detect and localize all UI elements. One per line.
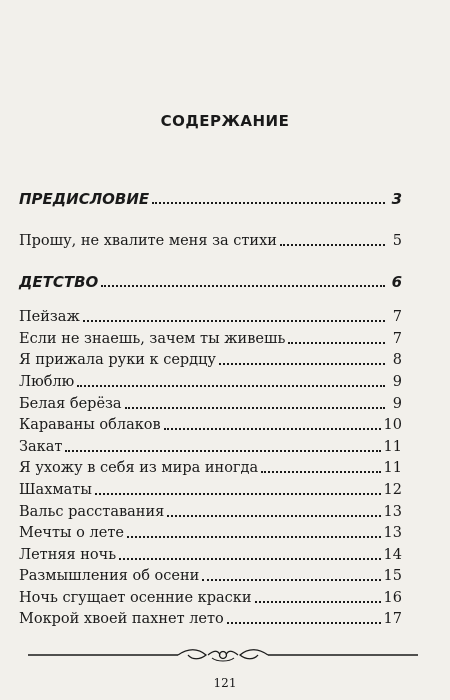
toc-entry-page: 7 (392, 331, 402, 347)
toc-entry (19, 606, 402, 628)
dot-leader (77, 384, 385, 387)
dot-leader (227, 621, 381, 624)
dot-leader (83, 319, 385, 322)
toc-entry (19, 477, 402, 499)
toc-entry (19, 412, 402, 434)
dot-leader (288, 341, 385, 344)
toc-entry-title: Пейзаж (19, 309, 80, 325)
toc-entry (19, 369, 402, 391)
toc-section-entry (19, 186, 402, 208)
dot-leader (125, 406, 385, 409)
toc-entry (19, 499, 402, 521)
dot-leader (202, 578, 380, 581)
toc-entry-page: 8 (392, 352, 402, 368)
toc-entry-page: 7 (392, 309, 402, 325)
toc-entry-title: Мечты о лете (19, 525, 124, 541)
dot-leader (119, 557, 380, 560)
toc-entry-title: Прошу, не хвалите меня за стихи (19, 233, 277, 249)
dot-leader (255, 600, 381, 603)
dot-leader (127, 535, 381, 538)
toc-entry-page: 14 (383, 547, 402, 563)
decorative-divider (28, 646, 418, 664)
toc-entry (19, 520, 402, 542)
toc-entry-title: Вальс расставания (19, 504, 165, 520)
toc-entry-page: 3 (391, 190, 402, 208)
toc-entry (19, 455, 402, 477)
toc-entry-page: 13 (383, 525, 402, 541)
dot-leader (167, 514, 380, 517)
toc-entry-title: Я ухожу в себя из мира иногда (19, 460, 259, 476)
toc-entry-page: 11 (383, 439, 402, 455)
toc-entry-title: Мокрой хвоей пахнет лето (19, 611, 224, 627)
toc-entry-page: 9 (392, 396, 402, 412)
toc-entry-title: Караваны облаков (19, 417, 161, 433)
toc-entry-title: Закат (19, 439, 63, 455)
toc-entry-title: Я прижала руки к сердцу (19, 352, 216, 368)
toc-entry (19, 542, 402, 564)
toc-entry (19, 391, 402, 413)
dot-leader (219, 362, 385, 365)
toc-entry-title: ПРЕДИСЛОВИЕ (19, 190, 150, 208)
dot-leader (164, 427, 381, 430)
toc-entry (19, 434, 402, 456)
toc-entry-page: 12 (383, 482, 402, 498)
toc-entry-title: Ночь сгущает осенние краски (19, 590, 252, 606)
toc-entry-page: 9 (392, 374, 402, 390)
toc-entry (19, 563, 402, 585)
toc-entry (19, 326, 402, 348)
toc-entry (19, 228, 402, 250)
toc-entry-page: 17 (383, 611, 402, 627)
dot-leader (261, 470, 380, 473)
page-title: СОДЕРЖАНИЕ (160, 112, 290, 130)
page-number: 121 (213, 676, 237, 690)
toc-entry-page: 10 (383, 417, 402, 433)
toc-entry (19, 347, 402, 369)
toc-entry-page: 6 (391, 273, 402, 291)
toc-entry-title: Летняя ночь (19, 547, 117, 563)
toc-entry-page: 15 (383, 568, 402, 584)
toc-entry (19, 304, 402, 326)
dot-leader (280, 243, 385, 246)
toc-entry (19, 585, 402, 607)
toc-entry-title: Люблю (19, 374, 75, 390)
toc-entry-title: Размышления об осени (19, 568, 200, 584)
toc-entry-page: 11 (383, 460, 402, 476)
dot-leader (65, 449, 380, 452)
toc-entry-title: Если не знаешь, зачем ты живешь (19, 331, 286, 347)
toc-entry-page: 16 (383, 590, 402, 606)
dot-leader (95, 492, 381, 495)
dot-leader (152, 201, 385, 204)
toc-section-entry (19, 269, 402, 291)
toc-entry-page: 5 (392, 233, 402, 249)
dot-leader (101, 284, 385, 287)
toc-entry-page: 13 (383, 504, 402, 520)
toc-entry-title: ДЕТСТВО (19, 273, 99, 291)
toc-entry-title: Белая берёза (19, 396, 122, 412)
toc-entry-title: Шахматы (19, 482, 92, 498)
